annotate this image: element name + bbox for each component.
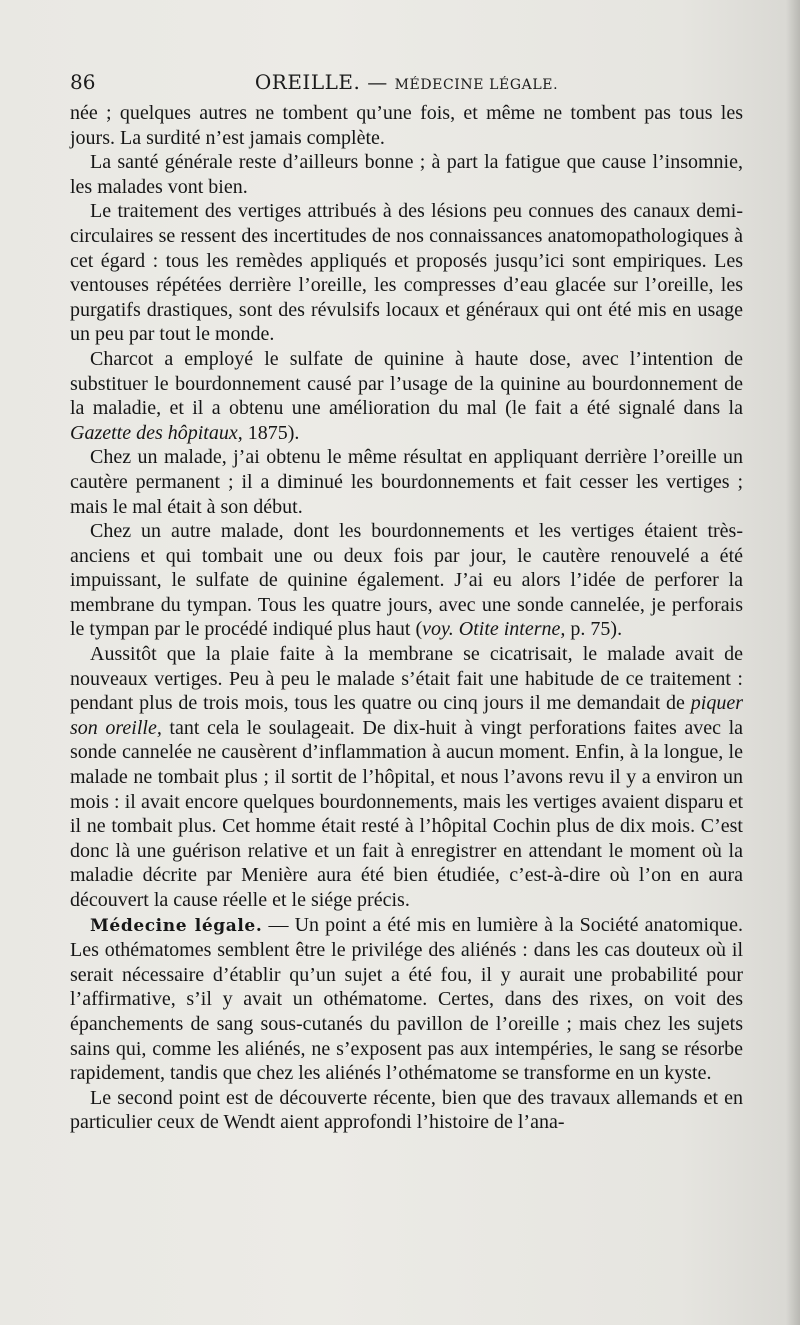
paragraph-text: — Un point a été mis en lumière à la Société anatomique. Les othématomes semblent être le privilége des aliénés : dans les cas douteux où il serait nécessaire d’établir qu’un sujet a été fou, il y aurait une probabilité pour l’affirmative, s’il y avait un othématome. Certes, dans des rixes, on voit des épanchements de sang sous-cutanés du pavillon de l’oreille ; mais chez les sujets sains qui, comme les aliénés, ne s’exposent pas aux intempéries, le sang se résorbe rapidement, tandis que chez les aliénés l’othématome se transforme en un kyste. (70, 913, 743, 1085)
paragraph (70, 445, 743, 519)
paragraph-text: Aussitôt que la plaie faite à la membrane se cicatrisait, le malade avait de nouveaux vertiges. Peu à peu le malade s’était fait une habitude de ce traitement : pendant plus de trois mois, tous les quatre ou cinq jours il me demandait de (70, 643, 743, 715)
paragraph (70, 1086, 743, 1135)
body-text (70, 101, 743, 1135)
italic-citation: Gazette des hôpitaux, (70, 421, 243, 444)
paragraph (70, 199, 743, 347)
italic-phrase: piquer son oreille, (70, 692, 743, 739)
paragraph-text: Charcot a employé le sulfate de quinine à haute dose, avec l’intention de substituer le bourdonnement causé par l’usage de la quinine au bourdonnement de la maladie, et il a obtenu une amélioration du mal (le fait a été signalé dans la (70, 347, 743, 420)
running-head-subtitle: MÉDECINE LÉGALE. (394, 77, 559, 93)
paragraph (70, 150, 743, 199)
paragraph-text: tant cela le soulageait. De dix-huit à vingt perforations faites avec la sonde cannelée ne causèrent d’inflammation à aucun moment. Enfin, à la longue, le malade ne tombait plus ; il sortit de l’hôpital, et nous l’avons revu il y a environ un mois : il avait encore quelques bourdonnements, mais les vertiges avaient disparu et il ne tombait plus. Cet homme était resté à l’hôpital Cochin plus de dix mois. C’est donc là une guérison relative et un fait à enregistrer en attendant le moment où la maladie décrite par Menière aura été bien étudiée, c’est-à-dire où l’on en aura découvert la cause réelle et le siége précis. (70, 716, 744, 911)
paragraph (70, 913, 743, 1086)
paragraph (70, 101, 743, 150)
page-number: 86 (70, 70, 96, 94)
paragraph-text: Chez un malade, j’ai obtenu le même résultat en appliquant derrière l’oreille un cautère permanent ; il a diminué les bourdonnements et fait cesser les vertiges ; mais le mal était à son début. (70, 446, 743, 518)
paragraph (70, 642, 743, 913)
paragraph-text: p. 75). (565, 618, 623, 641)
paragraph (70, 347, 743, 445)
paragraph-text: née ; quelques autres ne tombent qu’une fois, et même ne tombent pas tous les jours. La surdité n’est jamais complète. (70, 102, 743, 149)
running-head-title: OREILLE. (254, 70, 361, 94)
running-head (70, 70, 743, 94)
paragraph-text: Le second point est de découverte récente, bien que des travaux allemands et en particulier ceux de Wendt aient approfondi l’histoire de l’ana- (70, 1086, 743, 1134)
paragraph-text: Chez un autre malade, dont les bourdonnements et les vertiges étaient très-anciens et qui tombait une ou deux fois par jour, le cautère renouvelé a été impuissant, le sulfate de quinine également. J’ai eu alors l’idée de perforer la membrane du tympan. Tous les quatre jours, avec une sonde cannelée, je perforais le tympan par le procédé indiqué plus haut ( (70, 520, 743, 641)
running-head-separator: — (360, 70, 395, 94)
paragraph (70, 519, 743, 642)
page-edge-shadow (786, 0, 800, 1325)
paragraph-text: La santé générale reste d’ailleurs bonne ; à part la fatigue que cause l’insomnie, les malades vont bien. (70, 151, 743, 198)
paragraph-text: Le traitement des vertiges attribués à des lésions peu connues des canaux demi-circulaires se ressent des incertitudes de nos connaissances anatomopathologiques à cet égard : tous les remèdes appliqués et proposés jusqu’ici sont empiriques. Les ventouses répétées derrière l’oreille, les compresses d’eau glacée sur l’oreille, les purgatifs drastiques, sont des révulsifs locaux et généraux qui ont été mis en usage un peu par tout le monde. (70, 200, 743, 346)
section-heading: Médecine légale. (90, 915, 263, 936)
paragraph-text: 1875). (242, 421, 300, 444)
page-header (70, 68, 743, 98)
italic-reference: voy. Otite interne, (422, 618, 566, 641)
